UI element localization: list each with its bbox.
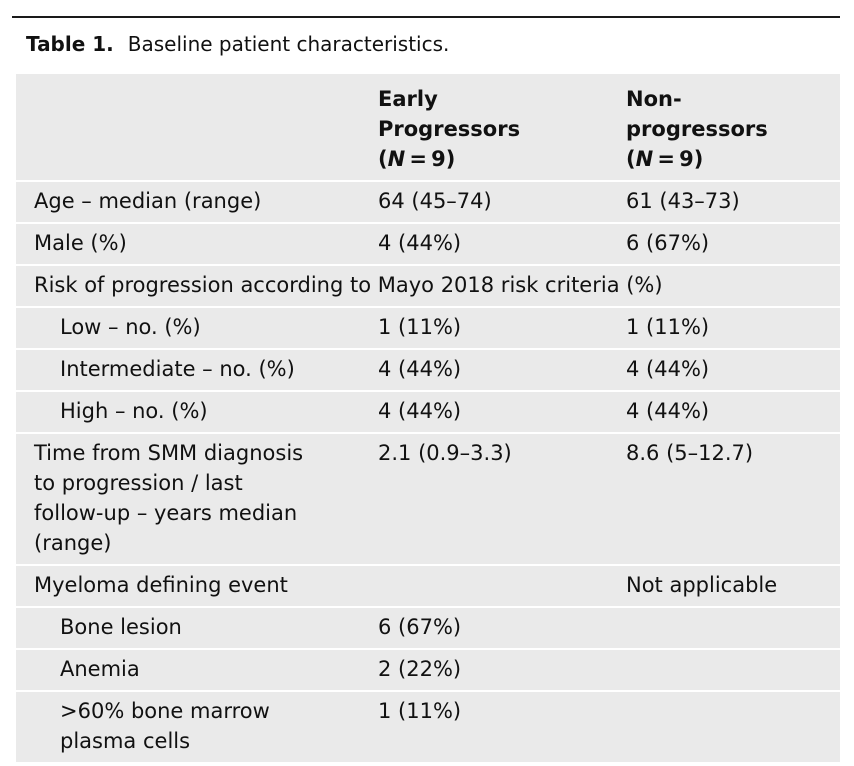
row-early-value: 2 (22%)	[378, 657, 462, 681]
table-row	[16, 608, 840, 650]
row-non-value: 1 (11%)	[626, 315, 710, 339]
row-label: High – no. (%)	[60, 399, 208, 423]
row-label	[16, 696, 378, 756]
row-label: Age – median (range)	[34, 189, 262, 213]
row-non-value	[626, 696, 840, 756]
row-non-value: 61 (43–73)	[626, 189, 740, 213]
header-col1-n-eq: = 9)	[405, 147, 456, 171]
header-col2-n	[626, 144, 840, 174]
header-col1-n-open: (	[378, 147, 388, 171]
caption-text: Baseline patient characteristics.	[127, 32, 450, 56]
row-label-line: (range)	[34, 531, 112, 555]
row-non-value: 4 (44%)	[626, 357, 710, 381]
row-non-value	[626, 612, 840, 642]
row-early-value: 2.1 (0.9–3.3)	[378, 441, 512, 465]
row-label: Bone lesion	[60, 615, 182, 639]
row-early-value: 4 (44%)	[378, 357, 462, 381]
header-non-progressors	[626, 84, 840, 174]
table-section-row	[16, 266, 840, 308]
top-rule	[12, 16, 840, 18]
table-row	[16, 308, 840, 350]
section-label: Risk of progression according to Mayo 2018 risk criteria (%)	[34, 273, 663, 297]
caption-label: Table 1.	[26, 32, 114, 56]
row-non-value	[626, 654, 840, 684]
row-label: Male (%)	[34, 231, 127, 255]
row-label-line: to progression / last	[34, 471, 243, 495]
row-early-value: 64 (45–74)	[378, 189, 492, 213]
row-label: Anemia	[60, 657, 140, 681]
header-early-progressors	[378, 84, 626, 174]
row-early-value	[378, 570, 626, 600]
row-label-line: >60% bone marrow	[60, 699, 270, 723]
header-col2-line1: Non-	[626, 87, 682, 111]
header-col2-line2: progressors	[626, 117, 768, 141]
table-row	[16, 434, 840, 566]
header-empty-cell	[16, 84, 378, 174]
table-row	[16, 350, 840, 392]
table-row	[16, 692, 840, 764]
header-col1-n	[378, 144, 626, 174]
table-row	[16, 566, 840, 608]
row-label-line: follow-up – years median	[34, 501, 298, 525]
row-label: Myeloma defining event	[34, 573, 288, 597]
row-non-value: 6 (67%)	[626, 231, 710, 255]
table-row	[16, 224, 840, 266]
table-header-row	[16, 74, 840, 182]
row-non-value: 8.6 (5–12.7)	[626, 441, 754, 465]
header-col1-line2: Progressors	[378, 117, 521, 141]
header-col2-n-var: N	[635, 147, 654, 171]
row-early-value: 1 (11%)	[378, 315, 462, 339]
row-label	[16, 438, 378, 558]
table-row	[16, 650, 840, 692]
row-label: Low – no. (%)	[60, 315, 201, 339]
row-early-value: 4 (44%)	[378, 231, 462, 255]
table-caption	[26, 28, 449, 60]
row-early-value: 1 (11%)	[378, 699, 462, 723]
row-early-value: 6 (67%)	[378, 615, 462, 639]
header-col1-n-var: N	[387, 147, 406, 171]
header-col1-line1: Early	[378, 87, 438, 111]
baseline-table	[16, 74, 840, 764]
header-col2-n-eq: = 9)	[653, 147, 704, 171]
row-label-line: Time from SMM diagnosis	[34, 441, 304, 465]
row-early-value: 4 (44%)	[378, 399, 462, 423]
row-label: Intermediate – no. (%)	[60, 357, 295, 381]
table-row	[16, 182, 840, 224]
row-non-value: 4 (44%)	[626, 399, 710, 423]
table-row	[16, 392, 840, 434]
row-non-value: Not applicable	[626, 573, 778, 597]
header-col2-n-open: (	[626, 147, 636, 171]
row-label-line: plasma cells	[60, 729, 191, 753]
